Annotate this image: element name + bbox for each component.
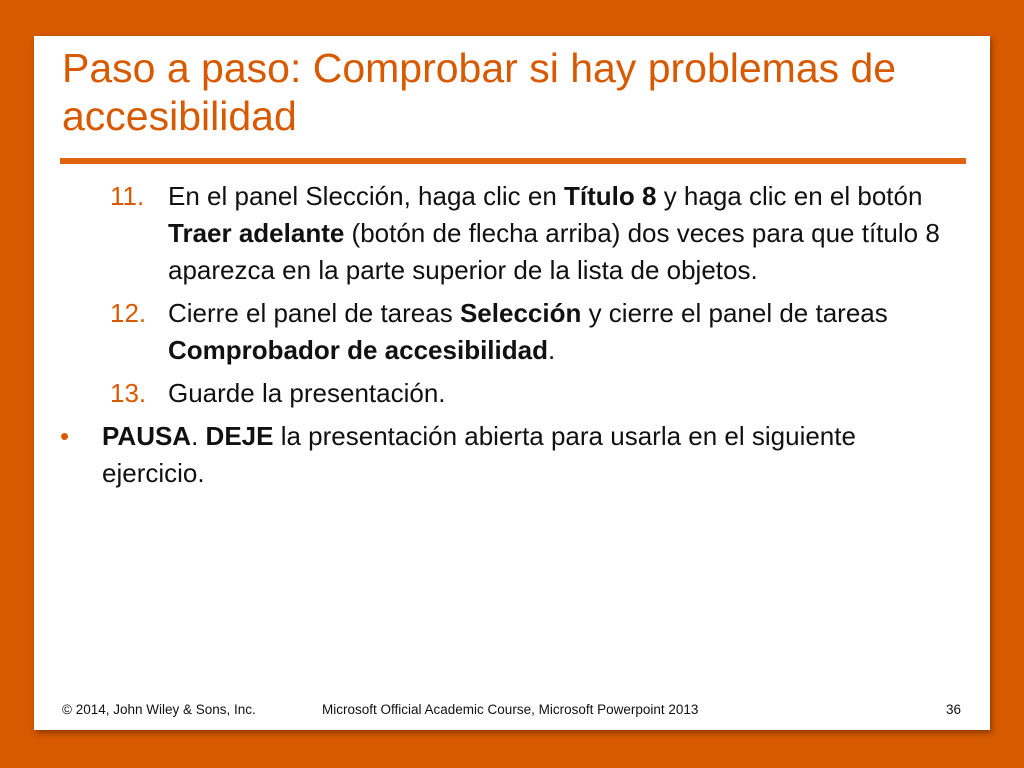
bold-term: Comprobador de accesibilidad [168, 335, 548, 365]
footer-course: Microsoft Official Academic Course, Microsoft Powerpoint 2013 [322, 702, 699, 717]
bold-term: Selección [459, 298, 582, 328]
item-text: En el panel Slección, haga clic en Título 8 y haga clic en el botón Traer adelante (botón de flecha arriba) dos veces para que título 8 aparezca en la parte superior de la lista de objetos. [168, 181, 940, 285]
bullet-icon: • [60, 421, 70, 451]
numbered-item-12 [110, 295, 968, 369]
item-number: 13. [110, 378, 147, 408]
title-divider [60, 158, 966, 164]
item-number: 12. [110, 298, 147, 328]
slide [34, 36, 990, 730]
page-number: 36 [946, 702, 962, 717]
slide-title: Paso a paso: Comprobar si hay problemas de accesibilidad [62, 45, 897, 139]
bold-term: DEJE [205, 421, 274, 451]
footer-copyright: © 2014, John Wiley & Sons, Inc. [62, 702, 256, 717]
bullet-item-pausa [60, 418, 862, 492]
item-text: Guarde la presentación. [168, 378, 446, 408]
bold-term: Traer adelante [168, 218, 345, 248]
bullet-text: PAUSA. DEJE la presentación abierta para usarla en el siguiente ejercicio. [102, 421, 856, 488]
bold-term: PAUSA [102, 421, 192, 451]
bold-term: Título 8 [564, 181, 657, 211]
item-number: 11. [110, 181, 145, 211]
item-text: Cierre el panel de tareas Selección y cierre el panel de tareas Comprobador de accesibilidad. [168, 298, 888, 365]
numbered-item-13 [110, 375, 968, 412]
slide-footer [34, 702, 990, 722]
numbered-item-11 [110, 178, 968, 289]
slide-content [34, 178, 990, 492]
